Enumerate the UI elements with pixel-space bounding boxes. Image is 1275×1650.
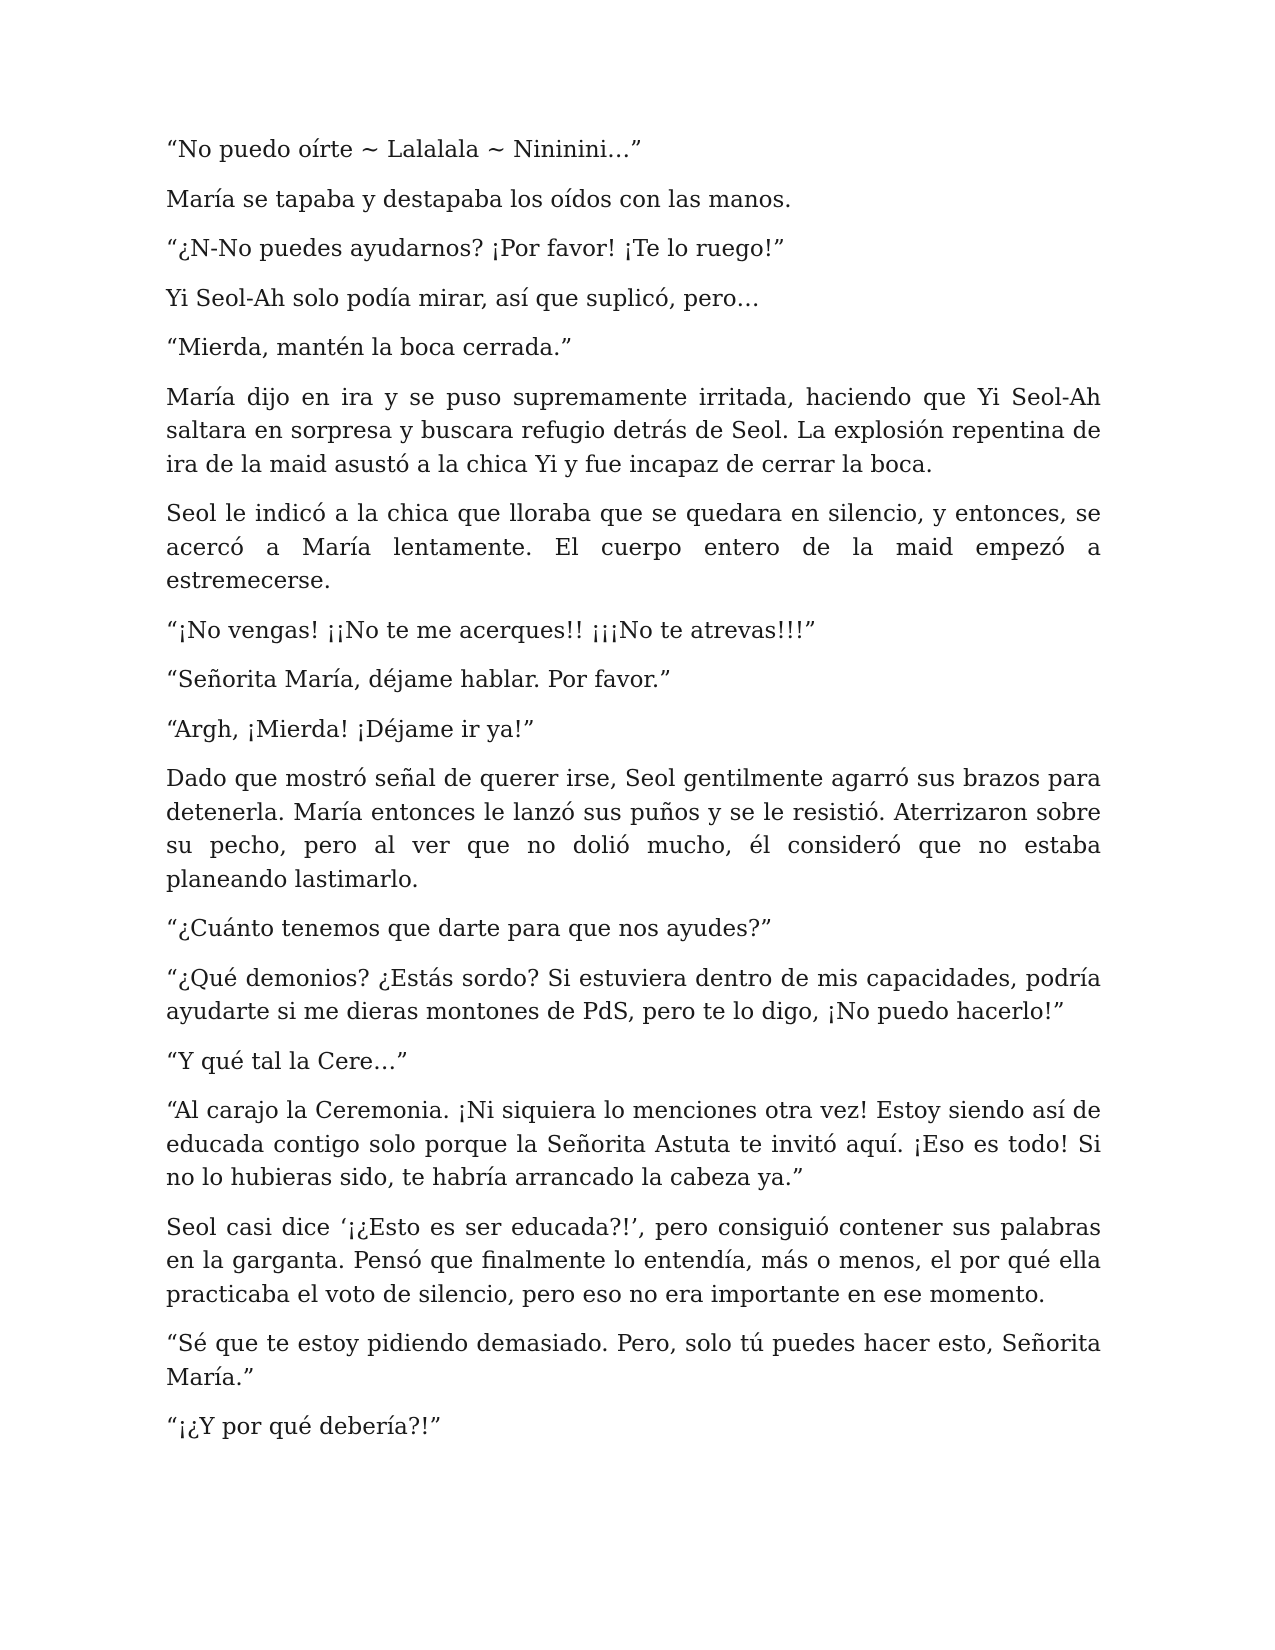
paragraph: Yi Seol-Ah solo podía mirar, así que suplicó, pero… <box>166 285 760 312</box>
paragraph: “¡No vengas! ¡¡No te me acerques!! ¡¡¡No te atrevas!!!” <box>166 617 816 644</box>
paragraph: Seol casi dice ‘¡¿Esto es ser educada?!’, pero consiguió contener sus palabras en la garganta. Pensó que finalmente lo entendía, más o menos, el por qué ella practicaba el voto de silencio, pero eso no era importante en ese momento. <box>166 1214 1101 1308</box>
paragraph: “¿N-No puedes ayudarnos? ¡Por favor! ¡Te lo ruego!” <box>166 236 785 262</box>
paragraph: “Mierda, mantén la boca cerrada.” <box>166 335 573 361</box>
paragraph: María dijo en ira y se puso supremamente irritada, haciendo que Yi Seol-Ah saltara en sorpresa y buscara refugio detrás de Seol. La explosión repentina de ira de la maid asustó a la chica Yi y fue incapaz de cerrar la boca. <box>166 384 1101 478</box>
paragraph: “Señorita María, déjame hablar. Por favor.” <box>166 667 671 693</box>
paragraph: “¡¿Y por qué debería?!” <box>166 1414 442 1440</box>
paragraph: “Sé que te estoy pidiendo demasiado. Pero, solo tú puedes hacer esto, Señorita María.” <box>166 1331 1101 1391</box>
paragraph: “¿Cuánto tenemos que darte para que nos ayudes?” <box>166 916 772 942</box>
paragraph: Seol le indicó a la chica que lloraba que se quedara en silencio, y entonces, se acercó a María lentamente. El cuerpo entero de la maid empezó a estremecerse. <box>166 501 1101 594</box>
paragraph: “No puedo oírte ~ Lalalala ~ Nininini…” <box>166 137 642 163</box>
paragraph: “Y qué tal la Cere…” <box>166 1048 408 1075</box>
paragraph: “¿Qué demonios? ¿Estás sordo? Si estuviera dentro de mis capacidades, podría ayudarte si me dieras montones de PdS, pero te lo digo, ¡No puedo hacerlo!” <box>166 965 1101 1025</box>
paragraph: Dado que mostró señal de querer irse, Seol gentilmente agarró sus brazos para detenerla. María entonces le lanzó sus puños y se le resistió. Aterrizaron sobre su pecho, pero al ver que no dolió mucho, él consideró que no estaba planeando lastimarlo. <box>166 766 1101 893</box>
paragraph: María se tapaba y destapaba los oídos con las manos. <box>166 186 792 213</box>
paragraph: “Al carajo la Ceremonia. ¡Ni siquiera lo menciones otra vez! Estoy siendo así de educada contigo solo porque la Señorita Astuta te invitó aquí. ¡Eso es todo! Si no lo hubieras sido, te habría arrancado la cabeza ya.” <box>166 1098 1101 1191</box>
document-body <box>166 134 1101 1461</box>
paragraph: “Argh, ¡Mierda! ¡Déjame ir ya!” <box>166 716 535 743</box>
